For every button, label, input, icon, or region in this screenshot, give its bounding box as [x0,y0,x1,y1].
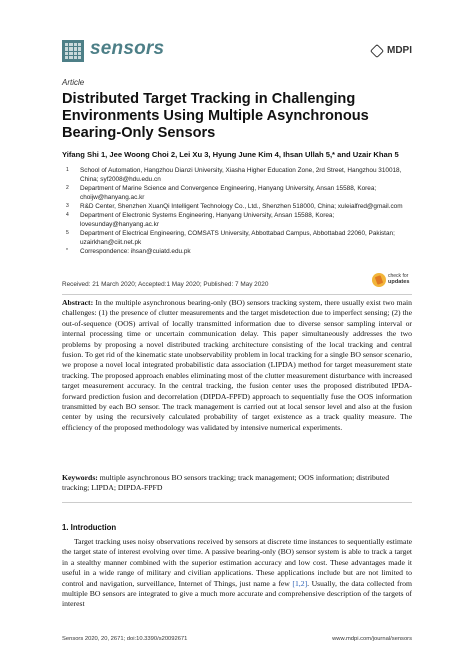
mdpi-diamond-icon [370,43,384,57]
affiliation-item [62,184,412,202]
page-footer [62,636,412,642]
affiliation-number: * [66,248,68,254]
intro-text: Target tracking uses noisy observations received by sensors at discrete time instances to sequentially estimate the target state of interest evolving over time. A passive bearing-only (BO) sensor system is able to track a target in a stealthy manner combined with the superior estimation accuracy and low cost. These advantages made it useful in a wide range of military and civilian applications. These applications include but are not limited to control and navigation, surveillance, Internet of Things, just name a few [62,537,412,588]
affiliation-number: 4 [66,212,69,218]
citation-link[interactable]: [1,2] [292,578,308,588]
affiliation-item [62,166,412,184]
section-heading: 1. Introduction [62,523,117,532]
affiliation-item [62,247,412,256]
affiliation-text: Correspondence: ihsan@cuiatd.edu.pk [80,248,191,255]
affiliation-text: School of Automation, Hangzhou Dianzi University, Xiasha Higher Education Zone, 2rd Street, Hangzhou 310018, China; syf2008@hdu.edu.cn [80,167,402,183]
affiliation-number: 3 [66,203,69,209]
divider [62,502,412,503]
author-list: Yifang Shi 1, Jee Woong Choi 2, Lei Xu 3, Hyung June Kim 4, Ihsan Ullah 5,* and Uzair Khan 5 [62,150,399,159]
affiliation-number: 5 [66,230,69,236]
affiliation-text: Department of Electrical Engineering, COMSATS University, Abbottabad Campus, Abbottabad 22060, Pakistan; uzairkhan@ciit.net.pk [80,230,395,246]
affiliation-list [62,166,412,256]
keywords-text: multiple asynchronous BO sensors tracking; track management; OOS information; distributed tracking; LIPDA; DIPDA-FPFD [62,473,390,493]
check-for-updates-badge[interactable] [372,269,412,291]
divider [62,294,412,295]
updates-line1: check for [388,273,409,280]
intro-text-cont: . Usually, the data collected from multiple BO sensors are integrated to give a much more accurate and comprehensive description of the targets of interest [62,578,412,609]
paper-title: Distributed Target Tracking in Challenging Environments Using Multiple Asynchronous Bearing-Only Sensors [62,91,369,141]
article-type: Article [62,78,85,87]
footer-citation: Sensors 2020, 20, 2671; doi:10.3390/s20092671 [62,636,188,642]
affiliation-item [62,211,412,229]
affiliation-text: Department of Electronic Systems Engineering, Hanyang University, Ansan 15588, Korea; lovesunday@hanyang.ac.kr [80,212,335,228]
abstract-label: Abstract: [62,298,94,307]
affiliation-item [62,202,412,211]
introduction-paragraph [62,537,412,610]
publisher-name: MDPI [387,45,412,56]
keywords [62,473,412,494]
footer-url[interactable]: www.mdpi.com/journal/sensors [332,636,412,642]
publication-dates: Received: 21 March 2020; Accepted:1 May 2020; Published: 7 May 2020 [62,281,269,288]
affiliation-item [62,229,412,247]
journal-name: sensors [90,38,165,59]
journal-grid-icon [62,40,84,62]
keywords-label: Keywords: [62,473,98,482]
abstract [62,298,412,433]
affiliation-number: 1 [66,167,69,173]
publisher-logo [372,45,412,56]
abstract-text: In the multiple asynchronous bearing-only (BO) sensors tracking system, there usually exist two main challenges: (1) the presence of clutter measurements and the target misdetection due to imperfect sensing; (2) the out-of-sequence (OOS) arrival of locally transmitted information due to diverse sensor sampling interval or internal processing time or uncertain communication delay. This paper simultaneously addresses the two problems by proposing a novel distributed tracking architecture consisting of the local tracking and central fusion. To get rid of the kinematic state unobservability problem in local tracking for a single BO sensor scenario, we propose a novel local integrated probabilistic data association (LIPDA) method for target measurement state tracking. The proposed approach enables eliminating most of the clutter measurement disturbance with increased target measurement accuracy. In the central tracking, the fusion center uses the proposed distributed IPDA-forward prediction fusion and decorrelation (DIPDA-FPFD) approach to sequentially fuse the OOS information transmitted by each BO sensor. The track management is carried out at local sensor level and also at the fusion center by using the recursively calculated probability of target existence as a track quality measure. The efficiency of the proposed methodology was validated by intensive numerical experiments. [62,298,412,432]
affiliation-number: 2 [66,185,69,191]
affiliation-text: R&D Center, Shenzhen XuanQi Intelligent Technology Co., Ltd., Shenzhen 518000, China; xuleialfred@gmail.com [80,203,403,210]
updates-icon [372,273,386,287]
updates-line2: updates [388,279,410,285]
affiliation-text: Department of Marine Science and Convergence Engineering, Hanyang University, Ansan 15588, Korea; choijw@hanyang.ac.kr [80,185,377,201]
